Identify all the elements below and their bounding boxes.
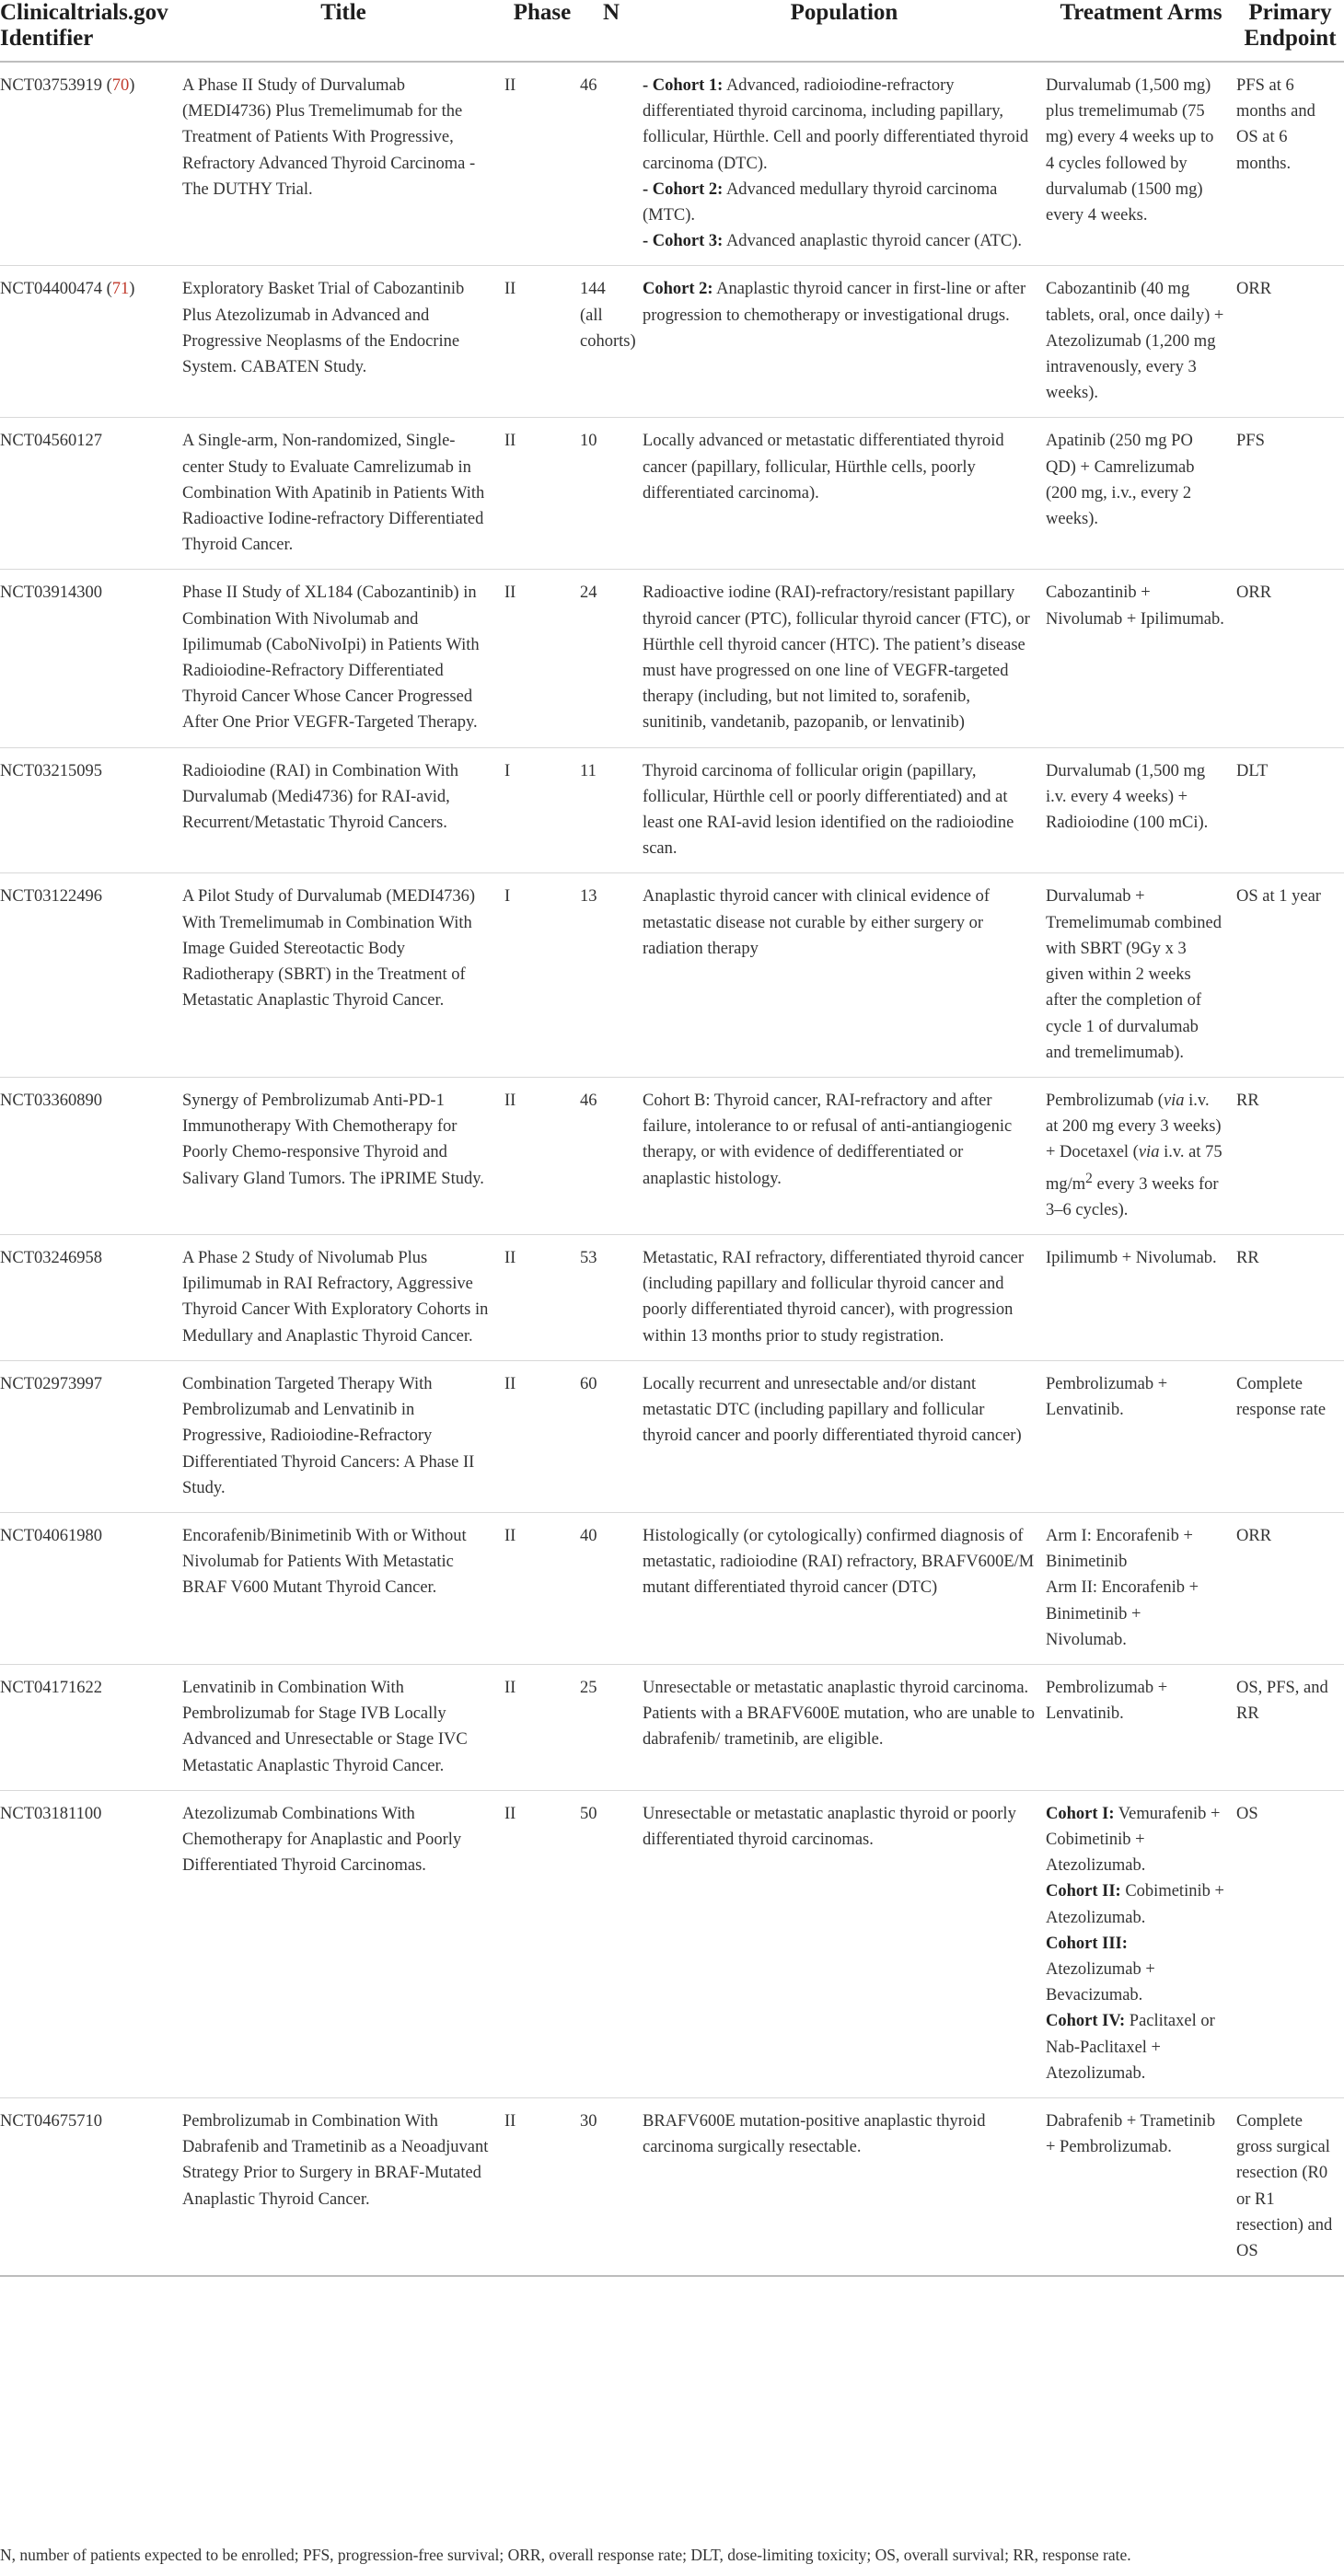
trial-phase: I (504, 887, 511, 907)
trial-phase: II (504, 1249, 516, 1268)
trial-n: 46 (580, 76, 597, 95)
trial-primary-endpoint: OS, PFS, and RR (1236, 1678, 1328, 1724)
col-header-population: Population (790, 0, 898, 25)
trial-title: Pembrolizumab in Combination With Dabrafenib and Trametinib as a Neoadjuvant Strategy Prior to Surgery in BRAF-Mutated Anaplastic Thyroid Cancer. (182, 2111, 489, 2209)
cell-text: Pembrolizumab + Lenvatinib. (1046, 1678, 1168, 1724)
trial-phase: II (504, 280, 516, 299)
trial-n: 40 (580, 1526, 597, 1545)
trial-phase: II (504, 1526, 516, 1545)
trial-treatment-arms (1046, 2097, 1236, 2276)
trial-primary-endpoint: Complete response rate (1236, 1374, 1327, 1420)
reference-link[interactable]: 71 (111, 280, 130, 299)
trial-n: 50 (580, 1804, 597, 1823)
trial-primary-endpoint: ORR (1236, 1526, 1272, 1545)
trial-title: Encorafenib/Binimetinib With or Without Nivolumab for Patients With Metastatic BRAF V600 Mutant Thyroid Cancer. (182, 1526, 467, 1598)
trial-treatment-arms (1046, 873, 1236, 1077)
trial-identifier: NCT04171622 (0, 1678, 102, 1697)
cohort-label: Cohort 2: (643, 280, 713, 299)
cell-text: Thyroid carcinoma of follicular origin (papillary, follicular, Hürthle cell or poorly differentiated) and at least one RAI-avid lesion identified on the radioiodine scan. (643, 761, 1014, 859)
cell-text: Durvalumab + Tremelimumab combined with SBRT (9Gy x 3 given within 2 weeks after the completion of cycle 1 of durvalumab and tremelimumab). (1046, 887, 1222, 1062)
italic-text: via (1138, 1143, 1160, 1162)
trial-treatment-arms (1046, 1790, 1236, 2097)
trial-n: 25 (580, 1678, 597, 1697)
trial-identifier-cell (0, 873, 182, 1077)
table-row (0, 1512, 1344, 1664)
trial-identifier: NCT04400474 (0, 280, 102, 299)
col-header-primary-endpoint: Primary Endpoint (1244, 0, 1337, 51)
cell-text: Cobimetinib + Atezolizumab. (1046, 1882, 1224, 1927)
trial-treatment-arms (1046, 266, 1236, 418)
table-row (0, 2097, 1344, 2276)
trial-identifier: NCT04675710 (0, 2111, 102, 2131)
trial-primary-endpoint: PFS (1236, 432, 1265, 451)
cohort-label: Cohort I: (1046, 1804, 1115, 1823)
trial-title: A Pilot Study of Durvalumab (MEDI4736) With Tremelimumab in Combination With Image Guided Stereotactic Body Radiotherapy (SBRT) in the Treatment of Metastatic Anaplastic Thyroid Cancer. (182, 887, 476, 1011)
trial-treatment-arms (1046, 1235, 1236, 1361)
cohort-label: - Cohort 1: (643, 76, 724, 95)
trial-population (643, 570, 1046, 747)
trial-treatment-arms (1046, 1664, 1236, 1790)
trial-n: 60 (580, 1374, 597, 1393)
cell-text: Advanced, radioiodine-refractory differentiated thyroid carcinoma, including papillary, follicular, Hürthle. Cell and poorly differentiated thyroid carcinoma (DTC). (643, 76, 1029, 173)
table-row (0, 62, 1344, 266)
col-header-identifier: Clinicaltrials.gov Identifier (0, 0, 168, 51)
trial-phase: I (504, 761, 511, 780)
trial-identifier-cell (0, 747, 182, 873)
trial-phase: II (504, 1804, 516, 1823)
trial-n: 10 (580, 432, 597, 451)
trial-identifier-cell (0, 418, 182, 570)
trial-identifier-cell (0, 570, 182, 747)
trial-title: Synergy of Pembrolizumab Anti-PD-1 Immunotherapy With Chemotherapy for Poorly Chemo-responsive Thyroid and Salivary Gland Tumors. The iPRIME Study. (182, 1091, 484, 1188)
trial-n: 30 (580, 2111, 597, 2131)
trial-identifier-cell (0, 1235, 182, 1361)
trial-identifier: NCT03181100 (0, 1804, 102, 1823)
table-row (0, 1360, 1344, 1512)
table-row (0, 570, 1344, 747)
trial-title: Exploratory Basket Trial of Cabozantinib Plus Atezolizumab in Advanced and Progressive Neoplasms of the Endocrine System. CABATEN Study. (182, 280, 465, 377)
table-footnote: N, number of patients expected to be enrolled; PFS, progression-free survival; ORR, overall response rate; DLT, dose-limiting toxicity; OS, overall survival; RR, response rate. (0, 2546, 1131, 2564)
trial-primary-endpoint: RR (1236, 1091, 1259, 1110)
trial-population (643, 418, 1046, 570)
cell-text: Durvalumab (1,500 mg i.v. every 4 weeks) + Radioiodine (100 mCi). (1046, 761, 1209, 833)
trial-n: 144 (all cohorts) (580, 280, 636, 351)
trial-phase: II (504, 583, 516, 603)
cell-text: Dabrafenib + Trametinib + Pembrolizumab. (1046, 2111, 1216, 2157)
cell-text: Apatinib (250 mg PO QD) + Camrelizumab (200 mg, i.v., every 2 weeks). (1046, 432, 1195, 529)
trial-title: A Single-arm, Non-randomized, Single-center Study to Evaluate Camrelizumab in Combination With Apatinib in Patients With Radioactive Iodine-refractory Differentiated Thyroid Cancer. (182, 432, 485, 555)
trial-primary-endpoint: ORR (1236, 280, 1272, 299)
col-header-treatment-arms: Treatment Arms (1060, 0, 1222, 25)
cell-text: i.v. at 200 mg every 3 weeks) + Docetaxel ( (1046, 1091, 1222, 1162)
cell-text: Locally advanced or metastatic differentiated thyroid cancer (papillary, follicular, Hürthle cells, poorly differentiated carcinoma). (643, 432, 1004, 502)
table-row (0, 1235, 1344, 1361)
trial-phase: II (504, 1374, 516, 1393)
trial-primary-endpoint: PFS at 6 months and OS at 6 months. (1236, 76, 1315, 173)
trial-title: A Phase II Study of Durvalumab (MEDI4736) Plus Tremelimumab for the Treatment of Patients With Progressive, Refractory Advanced Thyroid Carcinoma - The DUTHY Trial. (182, 76, 476, 199)
trial-identifier: NCT03360890 (0, 1091, 102, 1110)
cell-text: Anaplastic thyroid cancer with clinical evidence of metastatic disease not curable by either surgery or radiation therapy (643, 887, 991, 958)
col-header-phase: Phase (513, 0, 572, 25)
cohort-label: - Cohort 3: (643, 232, 724, 251)
trial-population (643, 1512, 1046, 1664)
table-row (0, 1790, 1344, 2097)
trial-title: Combination Targeted Therapy With Pembrolizumab and Lenvatinib in Progressive, Radioiodine-Refractory Differentiated Thyroid Cancers: A Phase II Study. (182, 1374, 475, 1497)
trial-primary-endpoint: OS (1236, 1804, 1258, 1823)
cohort-label: Cohort III: (1046, 1934, 1128, 1953)
trial-treatment-arms (1046, 418, 1236, 570)
trial-identifier: NCT02973997 (0, 1374, 102, 1393)
trial-identifier: NCT03122496 (0, 887, 102, 907)
trial-identifier: NCT03753919 (0, 76, 102, 95)
trial-identifier-cell (0, 1077, 182, 1234)
cell-text: Arm I: Encorafenib + Binimetinib (1046, 1526, 1193, 1572)
cell-text: Metastatic, RAI refractory, differentiated thyroid cancer (including papillary and follicular thyroid cancer and poorly differentiated thyroid cancer), with progression within 13 months prior to study registration. (643, 1249, 1025, 1346)
cohort-label: - Cohort 2: (643, 179, 724, 199)
trial-treatment-arms (1046, 1360, 1236, 1512)
cell-text: Arm II: Encorafenib + Binimetinib + Nivolumab. (1046, 1578, 1199, 1649)
trial-identifier: NCT04061980 (0, 1526, 102, 1545)
col-header-title: Title (320, 0, 366, 25)
trial-population (643, 1360, 1046, 1512)
trial-phase: II (504, 1678, 516, 1697)
cell-text: Advanced anaplastic thyroid cancer (ATC). (723, 232, 1022, 251)
trial-identifier-cell (0, 1360, 182, 1512)
cell-text: Ipilimumb + Nivolumab. (1046, 1249, 1217, 1268)
header-row (0, 0, 1344, 62)
trial-population (643, 1235, 1046, 1361)
trial-identifier-cell (0, 1512, 182, 1664)
table-row (0, 418, 1344, 570)
table-row (0, 1664, 1344, 1790)
trial-phase: II (504, 76, 516, 95)
trial-primary-endpoint: Complete gross surgical resection (R0 or R1 resection) and OS (1236, 2111, 1333, 2260)
trial-identifier: NCT03246958 (0, 1249, 102, 1268)
trial-title: Phase II Study of XL184 (Cabozantinib) in Combination With Nivolumab and Ipilimumab (CaboNivoIpi) in Patients With Radioiodine-Refractory Differentiated Thyroid Cancer Whose Cancer Progressed After One Prior VEGFR-Targeted Therapy. (182, 583, 480, 733)
cell-text: Paclitaxel or Nab-Paclitaxel + Atezolizumab. (1046, 2012, 1215, 2083)
trial-treatment-arms (1046, 62, 1236, 266)
trial-treatment-arms (1046, 570, 1236, 747)
cell-text: every 3 weeks for 3–6 cycles). (1046, 1174, 1219, 1219)
cell-text: Vemurafenib + Cobimetinib + Atezolizumab. (1046, 1804, 1221, 1876)
trial-title: Lenvatinib in Combination With Pembrolizumab for Stage IVB Locally Advanced and Unresectable or Stage IVC Metastatic Anaplastic Thyroid Cancer. (182, 1678, 468, 1775)
cohort-label: Cohort IV: (1046, 2012, 1126, 2031)
cell-text: Radioactive iodine (RAI)-refractory/resistant papillary thyroid cancer (PTC), follicular thyroid cancer (FTC), or Hürthle cell thyroid cancer (HTC). The patient’s disease must have progressed on one line of VEGFR-targeted therapy (including, but not limited to, sorafenib, sunitinib, vandetanib, pazopanib, or lenvatinib) (643, 583, 1030, 733)
cell-text: Advanced medullary thyroid carcinoma (MTC). (643, 179, 998, 225)
trial-phase: II (504, 2111, 516, 2131)
cell-text: Histologically (or cytologically) confirmed diagnosis of metastatic, radioiodine (RAI) refractory, BRAFV600E/M mutant differentiated thyroid cancer (DTC) (643, 1526, 1035, 1598)
cell-text: Atezolizumab + Bevacizumab. (1046, 1959, 1155, 2005)
cell-text: Locally recurrent and unresectable and/or distant metastatic DTC (including papillary and follicular thyroid cancer and poorly differentiated thyroid cancer) (643, 1374, 1022, 1446)
trial-treatment-arms (1046, 747, 1236, 873)
italic-text: via (1163, 1091, 1185, 1110)
trial-primary-endpoint: OS at 1 year (1236, 887, 1321, 907)
cell-text: Cohort B: Thyroid cancer, RAI-refractory and after failure, intolerance to or refusal of anti-antiangiogenic therapy, or with evidence of dedifferentiated or anaplastic histology. (643, 1091, 1013, 1188)
col-header-n: N (602, 0, 620, 25)
trial-treatment-arms (1046, 1512, 1236, 1664)
trial-title: A Phase 2 Study of Nivolumab Plus Ipilimumab in RAI Refractory, Aggressive Thyroid Cancer With Exploratory Cohorts in Medullary and Anaplastic Thyroid Cancer. (182, 1249, 489, 1346)
trial-primary-endpoint: DLT (1236, 761, 1269, 780)
trial-identifier: NCT03215095 (0, 761, 102, 780)
trial-identifier-cell (0, 1790, 182, 2097)
trial-population (643, 2097, 1046, 2276)
trial-n: 13 (580, 887, 597, 907)
cell-text: Pembrolizumab ( (1046, 1091, 1164, 1110)
trial-population (643, 1077, 1046, 1234)
trial-population (643, 266, 1046, 418)
cell-text: i.v. at 75 mg/m (1046, 1143, 1222, 1194)
trial-population (643, 1790, 1046, 2097)
trial-population (643, 747, 1046, 873)
trial-identifier-cell: NCT03753919 (70) (0, 76, 135, 95)
table-row (0, 747, 1344, 873)
trial-primary-endpoint: ORR (1236, 583, 1272, 603)
cell-text: BRAFV600E mutation-positive anaplastic thyroid carcinoma surgically resectable. (643, 2111, 986, 2157)
trial-population (643, 1664, 1046, 1790)
trial-n: 24 (580, 583, 597, 603)
trial-treatment-arms (1046, 1077, 1236, 1234)
trial-phase: II (504, 432, 516, 451)
reference-link[interactable]: 70 (111, 76, 130, 95)
cell-text: Pembrolizumab + Lenvatinib. (1046, 1374, 1168, 1420)
trial-n: 53 (580, 1249, 597, 1268)
trial-identifier: NCT03914300 (0, 583, 102, 603)
cell-text: Unresectable or metastatic anaplastic thyroid carcinoma. Patients with a BRAFV600E mutation, who are unable to dabrafenib/ trametinib, are eligible. (643, 1678, 1035, 1750)
trial-title: Atezolizumab Combinations With Chemotherapy for Anaplastic and Poorly Differentiated Thyroid Carcinomas. (182, 1804, 462, 1876)
cell-text: Unresectable or metastatic anaplastic thyroid or poorly differentiated thyroid carcinomas. (643, 1804, 1016, 1849)
trial-primary-endpoint: RR (1236, 1249, 1259, 1268)
trial-identifier-cell: NCT04400474 (71) (0, 280, 135, 299)
trial-identifier: NCT04560127 (0, 432, 102, 451)
superscript: 2 (1085, 1170, 1093, 1186)
table-row (0, 1077, 1344, 1234)
trial-n: 11 (580, 761, 597, 780)
trial-population (643, 873, 1046, 1077)
table-row (0, 873, 1344, 1077)
trial-identifier-cell (0, 1664, 182, 1790)
cohort-label: Cohort II: (1046, 1882, 1121, 1901)
cell-text: Anaplastic thyroid cancer in first-line or after progression to chemotherapy or investigational drugs. (643, 280, 1026, 325)
cell-text: Cabozantinib + Nivolumab + Ipilimumab. (1046, 583, 1224, 629)
cell-text: Cabozantinib (40 mg tablets, oral, once daily) + Atezolizumab (1,200 mg intravenously, every 3 weeks). (1046, 280, 1224, 403)
trial-phase: II (504, 1091, 516, 1110)
cell-text: Durvalumab (1,500 mg) plus tremelimumab (75 mg) every 4 weeks up to 4 cycles followed by durvalumab (1500 mg) every 4 weeks. (1046, 76, 1214, 225)
trial-n: 46 (580, 1091, 597, 1110)
trial-population (643, 62, 1046, 266)
trial-title: Radioiodine (RAI) in Combination With Durvalumab (Medi4736) for RAI-avid, Recurrent/Metastatic Thyroid Cancers. (182, 761, 459, 833)
table-row (0, 266, 1344, 418)
trial-identifier-cell (0, 2097, 182, 2276)
